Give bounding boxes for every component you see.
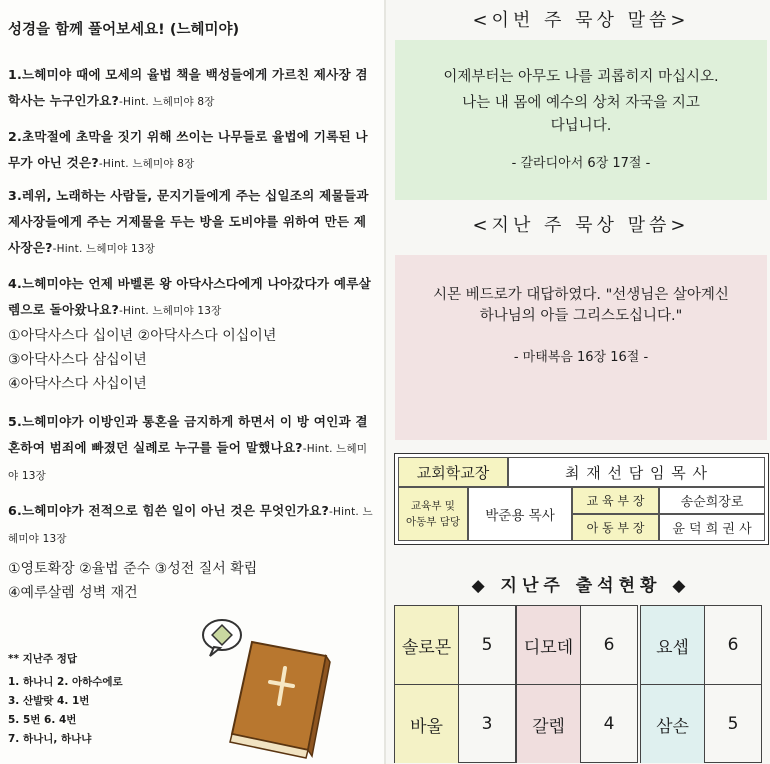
question-5: 5.느헤미야가 이방인과 통혼을 금지하게 하면서 이 방 여인과 결혼하여 범죄에 빠졌던 실례로 누구를 들어 말했나요?-Hint. 느헤미야 13장 <box>8 414 368 482</box>
class-count: 4 <box>603 714 615 734</box>
staff-table <box>394 453 769 545</box>
this-week-verse-ref: - 갈라디아서 6장 17절 - <box>511 156 651 171</box>
question-1: 1.느헤미야 때에 모세의 율법 책을 백성들에게 가르친 제사장 겸 학사는 누구인가요?-Hint. 느헤미야 8장 <box>8 67 368 108</box>
department-head-name: 박준용 목사 <box>468 487 572 541</box>
question-4: 4.느헤미야는 언제 바벨론 왕 아닥사스다에게 나아갔다가 예루살렘으로 돌아왔나요?-Hint. 느헤미야 13장 <box>8 276 371 317</box>
question-6: 6.느헤미야가 전적으로 힘쓴 일이 아닌 것은 무엇인가요?-Hint. 느헤미야 13장 <box>8 503 373 545</box>
q4-option-line-1: ①아닥사스다 십이년 ②아닥사스다 이십이년 <box>8 328 277 344</box>
class-name: 솔로몬 <box>395 606 459 684</box>
children-head-label: 아 동 부 장 <box>572 514 659 541</box>
class-name: 디모데 <box>517 606 581 684</box>
education-head-label: 교 육 부 장 <box>572 487 659 514</box>
attendance-group-1 <box>394 605 516 763</box>
class-name: 삼손 <box>641 685 705 763</box>
q6-option-line-1: ①영토확장 ②율법 준수 ③성전 질서 확립 <box>8 561 258 577</box>
q6-option-line-2: ④예루살렘 성벽 재건 <box>8 585 138 601</box>
answer-line-3: 5. 5번 6. 4번 <box>8 714 77 726</box>
answer-line-2: 3. 산발랏 4. 1번 <box>8 695 90 707</box>
q4-option-line-3: ④아닥사스다 사십이년 <box>8 376 147 392</box>
this-week-verse-line-2: 나는 내 몸에 예수의 상처 자국을 지고 <box>462 95 700 111</box>
education-head-name: 송순희장로 <box>659 487 765 514</box>
children-head-name: 윤 덕 희 권 사 <box>659 514 765 541</box>
quiz-title: 성경을 함께 풀어보세요! (느헤미야) <box>8 22 240 38</box>
class-count: 5 <box>727 714 739 734</box>
q4-option-line-2: ③아닥사스다 삼십이년 <box>8 352 147 368</box>
answers-title: ** 지난주 정답 <box>8 653 78 665</box>
attendance-group-3 <box>640 605 762 763</box>
last-week-verse-line-1: 시몬 베드로가 대답하였다. "선생님은 살아계신 <box>433 287 729 303</box>
this-week-verse-header: <이번 주 묵상 말씀> <box>472 10 690 31</box>
school-head-label: 교회학교장 <box>398 457 508 487</box>
answer-line-1: 1. 하나니 2. 아하수에로 <box>8 676 123 688</box>
department-label: 교육부 및 아동부 담당 <box>398 487 468 541</box>
last-week-verse-line-2: 하나님의 아들 그리스도십니다." <box>479 308 683 324</box>
last-week-verse-ref: - 마태복음 16장 16절 - <box>513 350 649 365</box>
question-3: 3.레위, 노래하는 사람들, 문지기들에게 주는 십일조의 제물들과 제사장들에게 주는 거제물을 두는 방을 도비야를 위하여 만든 제사장은?-Hint. 느헤미야 13장 <box>8 188 369 255</box>
attendance-group-2 <box>516 605 638 763</box>
class-count: 6 <box>603 635 615 655</box>
class-count: 3 <box>481 714 493 734</box>
bible-icon <box>222 622 338 762</box>
this-week-verse-line-1: 이제부터는 아무도 나를 괴롭히지 마십시오. <box>443 69 719 85</box>
class-name: 갈렙 <box>517 685 581 763</box>
attendance-title: ◆ 지난주 출석현황 ◆ <box>471 576 691 596</box>
last-week-verse-header: <지난 주 묵상 말씀> <box>472 215 690 236</box>
class-name: 요셉 <box>641 606 705 684</box>
class-count: 6 <box>727 635 739 655</box>
fold-line <box>384 0 386 764</box>
class-name: 바울 <box>395 685 459 763</box>
this-week-verse-line-3: 다닙니다. <box>550 118 612 134</box>
class-count: 5 <box>481 635 493 655</box>
school-head-name: 최 재 선 담 임 목 사 <box>508 457 765 487</box>
answer-line-4: 7. 하나니, 하나냐 <box>8 733 92 745</box>
question-2: 2.초막절에 초막을 짓기 위해 쓰이는 나무들로 율법에 기록된 나무가 아닌 것은?-Hint. 느헤미야 8장 <box>8 129 368 170</box>
